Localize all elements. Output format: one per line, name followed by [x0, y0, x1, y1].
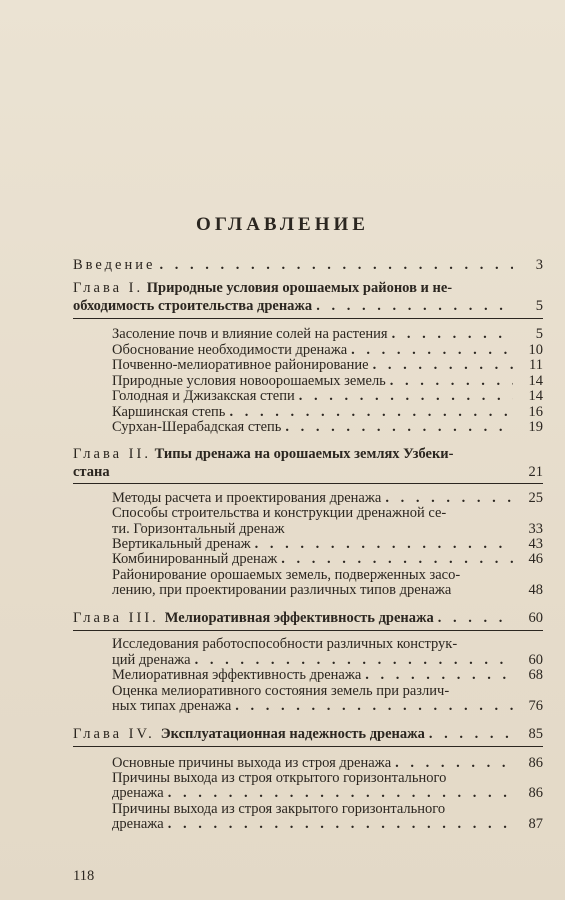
leader-dots [429, 727, 513, 742]
leader-dots [392, 327, 513, 342]
toc-page: 14 [528, 388, 543, 404]
toc-page: 86 [528, 755, 543, 771]
toc-label: Мелиоративная эффективность дренажа [112, 667, 362, 683]
leader-dots [168, 817, 513, 832]
toc-intro [73, 258, 543, 273]
leader-dots [438, 611, 513, 626]
divider [73, 746, 543, 747]
toc-entry [112, 374, 543, 389]
toc-entry [112, 537, 543, 552]
toc-page: 16 [528, 404, 543, 420]
toc-page: 3 [535, 257, 543, 273]
chapter-title-cont: стана [73, 464, 110, 480]
leader-dots [235, 699, 513, 714]
toc-entry-line1: Оценка мелиоративного состояния земель при различ- [112, 683, 450, 699]
toc-label: ных типах дренажа [112, 698, 232, 714]
toc-page: 21 [528, 464, 543, 480]
toc-entry [112, 668, 543, 683]
toc-page: 68 [528, 667, 543, 683]
toc-label: Введение [73, 257, 156, 273]
leader-dots [390, 374, 513, 389]
toc-label: дренажа [112, 816, 164, 832]
toc-page: 86 [528, 785, 543, 801]
leader-dots [255, 537, 513, 552]
leader-dots [299, 389, 513, 404]
toc-label: Вертикальный дренаж [112, 536, 251, 552]
leader-dots [365, 668, 513, 683]
chapter-2-heading-line2 [73, 465, 543, 480]
chapter-title-cont: обходимость строительства дренажа [73, 298, 313, 314]
toc-label: Голодная и Джизакская степи [112, 388, 295, 404]
toc-page: 76 [528, 698, 543, 714]
toc-label: Обоснование необходимости дренажа [112, 342, 348, 358]
toc-label: лению, при проектировании различных типов дренажа [112, 582, 452, 598]
toc-page: 5 [535, 326, 543, 342]
toc-entry [112, 552, 543, 567]
toc-label: Засоление почв и влияние солей на растения [112, 326, 388, 342]
toc-entry [112, 389, 543, 404]
toc-entry-line1: Причины выхода из строя открытого горизонтального [112, 770, 447, 786]
toc-label: Методы расчета и проектирования дренажа [112, 490, 382, 506]
toc-entry [112, 327, 543, 342]
leader-dots [195, 653, 513, 668]
chapter-1-heading-line2 [73, 299, 543, 314]
toc-page: 14 [528, 373, 543, 389]
toc-label: ти. Горизонтальный дренаж [112, 521, 285, 537]
toc-entry-line1: Районирование орошаемых земель, подверженных засо- [112, 567, 461, 583]
toc-entry-line1: Причины выхода из строя закрытого горизонтального [112, 801, 446, 817]
chapter-1-heading [73, 281, 452, 296]
chapter-3-heading [73, 611, 543, 626]
leader-dots [373, 358, 513, 373]
toc-page: 11 [529, 357, 543, 373]
chapter-title: Эксплуатационная надежность дренажа [160, 726, 425, 742]
chapter-title: Мелиоративная эффективность дренажа [164, 610, 434, 626]
toc-page: 25 [528, 490, 543, 506]
toc-label: Основные причины выхода из строя дренажа [112, 755, 392, 771]
toc-label: Каршинская степь [112, 404, 226, 420]
divider [73, 483, 543, 484]
toc-entry [112, 343, 543, 358]
toc-label: Комбинированный дренаж [112, 551, 278, 567]
leader-dots [229, 405, 513, 420]
divider [73, 630, 543, 631]
chapter-word: Глава IV. [73, 726, 155, 742]
toc-entry [112, 583, 543, 598]
leader-dots [281, 552, 513, 567]
chapter-title: Природные условия орошаемых районов и не- [146, 280, 453, 296]
toc-page: 60 [528, 652, 543, 668]
toc-label: ций дренажа [112, 652, 191, 668]
toc-entry [112, 699, 543, 714]
toc-entry [112, 817, 543, 832]
toc-entry-line1: Исследования работоспособности различных конструк- [112, 636, 458, 652]
toc-label: Почвенно-мелиоративное районирование [112, 357, 369, 373]
toc-page: 85 [528, 726, 543, 742]
chapter-title: Типы дренажа на орошаемых землях Узбеки- [154, 446, 454, 462]
toc-entry [112, 786, 543, 801]
chapter-word: Глава I. [73, 280, 144, 296]
toc-page: 43 [528, 536, 543, 552]
toc-entry [112, 756, 543, 771]
toc-page: 5 [535, 298, 543, 314]
toc-entry-line1: Способы строительства и конструкции дренажной се- [112, 505, 447, 521]
toc-page: 10 [528, 342, 543, 358]
page-number: 118 [73, 868, 95, 884]
leader-dots [395, 756, 513, 771]
toc-page: 33 [528, 521, 543, 537]
leader-dots [168, 786, 513, 801]
chapter-4-heading [73, 727, 543, 742]
chapter-word: Глава II. [73, 446, 151, 462]
toc-entry [112, 522, 543, 537]
leader-dots [385, 491, 513, 506]
toc-entry [112, 358, 543, 373]
toc-page: 48 [528, 582, 543, 598]
toc-page: 46 [528, 551, 543, 567]
toc-label: Природные условия новоорошаемых земель [112, 373, 386, 389]
toc-entry [112, 405, 543, 420]
toc-page: 87 [528, 816, 543, 832]
leader-dots [351, 343, 513, 358]
toc-entry [112, 653, 543, 668]
divider [73, 318, 543, 319]
toc-entry [112, 491, 543, 506]
toc-page: 60 [528, 610, 543, 626]
chapter-2-heading [73, 447, 454, 462]
chapter-word: Глава III. [73, 610, 159, 626]
leader-dots [316, 299, 513, 314]
toc-entry [112, 420, 543, 435]
toc-label: дренажа [112, 785, 164, 801]
leader-dots [159, 258, 513, 273]
leader-dots [285, 420, 513, 435]
toc-page: 19 [528, 419, 543, 435]
page-title: ОГЛАВЛЕНИЕ [196, 214, 369, 235]
toc-label: Сурхан-Шерабадская степь [112, 419, 282, 435]
